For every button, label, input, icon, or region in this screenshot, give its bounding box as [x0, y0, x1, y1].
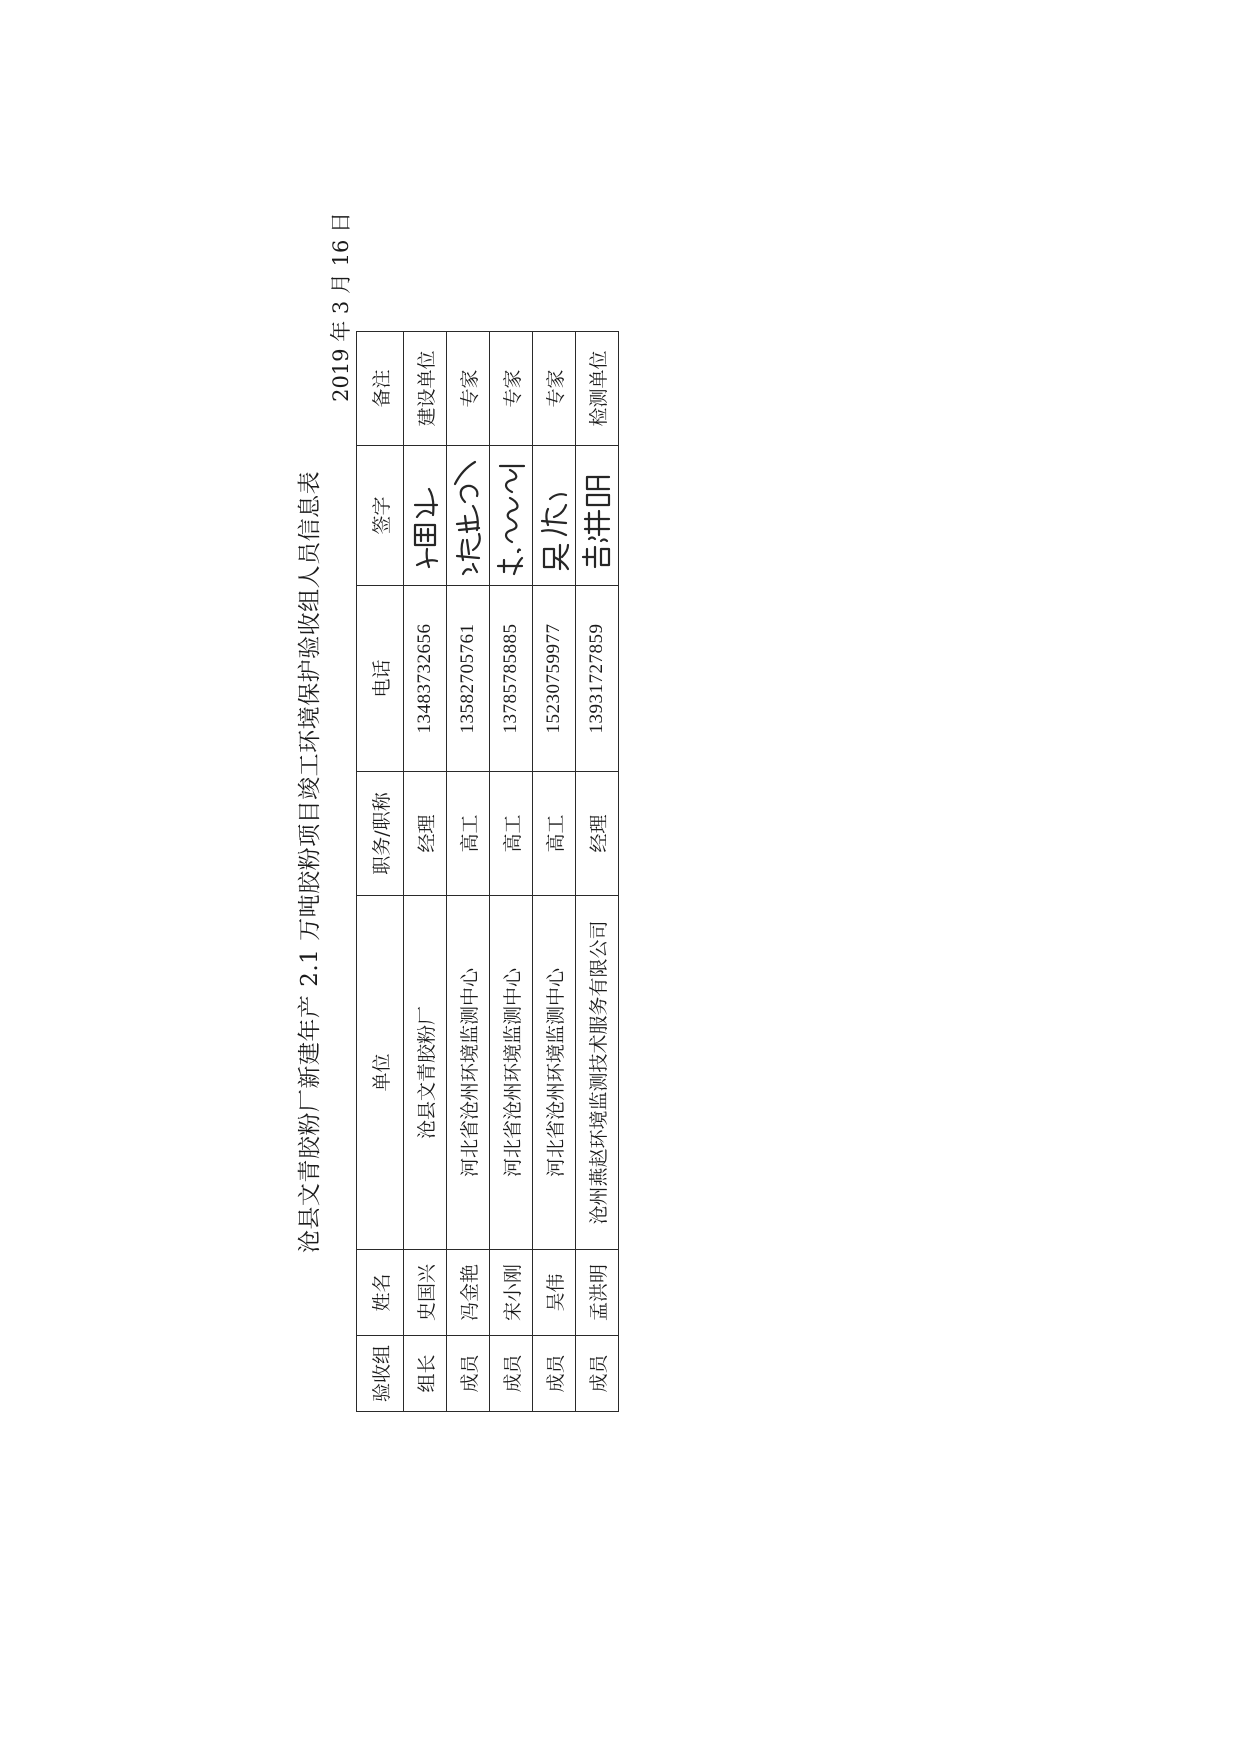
cell-phone: 13582705761	[447, 586, 490, 772]
cell-title: 高工	[533, 772, 576, 896]
cell-name: 冯金艳	[447, 1250, 490, 1336]
cell-remark: 专家	[447, 332, 490, 446]
header-phone: 电话	[357, 586, 404, 772]
cell-name: 孟洪明	[576, 1250, 619, 1336]
cell-title: 高工	[490, 772, 533, 896]
cell-signature	[576, 446, 619, 586]
document-sheet	[295, 212, 635, 1412]
cell-signature	[533, 446, 576, 586]
cell-unit: 沧县文青胶粉厂	[404, 896, 447, 1250]
table-row	[447, 332, 490, 1412]
cell-name: 宋小刚	[490, 1250, 533, 1336]
cell-group: 成员	[490, 1336, 533, 1412]
cell-remark: 专家	[490, 332, 533, 446]
cell-signature	[490, 446, 533, 586]
cell-remark: 检测单位	[576, 332, 619, 446]
handwritten-signature	[536, 456, 572, 576]
cell-signature	[404, 446, 447, 586]
cell-phone: 13785785885	[490, 586, 533, 772]
header-signature: 签字	[357, 446, 404, 586]
cell-unit: 河北省沧州环境监测中心	[490, 896, 533, 1250]
document-date: 2019 年 3 月 16 日	[329, 212, 353, 402]
handwritten-signature	[492, 451, 530, 581]
cell-group: 成员	[576, 1336, 619, 1412]
personnel-table	[356, 331, 619, 1412]
header-unit: 单位	[357, 896, 404, 1250]
handwritten-signature	[407, 456, 443, 576]
cell-unit: 沧州燕赵环境监测技术服务有限公司	[576, 896, 619, 1250]
table-row	[404, 332, 447, 1412]
cell-phone: 13931727859	[576, 586, 619, 772]
header-name: 姓名	[357, 1250, 404, 1336]
cell-phone: 15230759977	[533, 586, 576, 772]
header-group: 验收组	[357, 1336, 404, 1412]
cell-phone: 13483732656	[404, 586, 447, 772]
table-row	[576, 332, 619, 1412]
cell-unit: 河北省沧州环境监测中心	[447, 896, 490, 1250]
document-title: 沧县文青胶粉厂新建年产 2.1 万吨胶粉项目竣工环境保护验收组人员信息表	[297, 470, 323, 1254]
table-header-row	[357, 332, 404, 1412]
cell-title: 经理	[404, 772, 447, 896]
cell-group: 成员	[533, 1336, 576, 1412]
header-remark: 备注	[357, 332, 404, 446]
cell-title: 高工	[447, 772, 490, 896]
table-row	[533, 332, 576, 1412]
cell-remark: 专家	[533, 332, 576, 446]
cell-signature	[447, 446, 490, 586]
cell-name: 史国兴	[404, 1250, 447, 1336]
header-title: 职务/职称	[357, 772, 404, 896]
cell-group: 成员	[447, 1336, 490, 1412]
handwritten-signature	[579, 456, 615, 576]
handwritten-signature	[449, 451, 487, 581]
cell-name: 吴伟	[533, 1250, 576, 1336]
cell-title: 经理	[576, 772, 619, 896]
cell-group: 组长	[404, 1336, 447, 1412]
cell-remark: 建设单位	[404, 332, 447, 446]
table-row	[490, 332, 533, 1412]
cell-unit: 河北省沧州环境监测中心	[533, 896, 576, 1250]
